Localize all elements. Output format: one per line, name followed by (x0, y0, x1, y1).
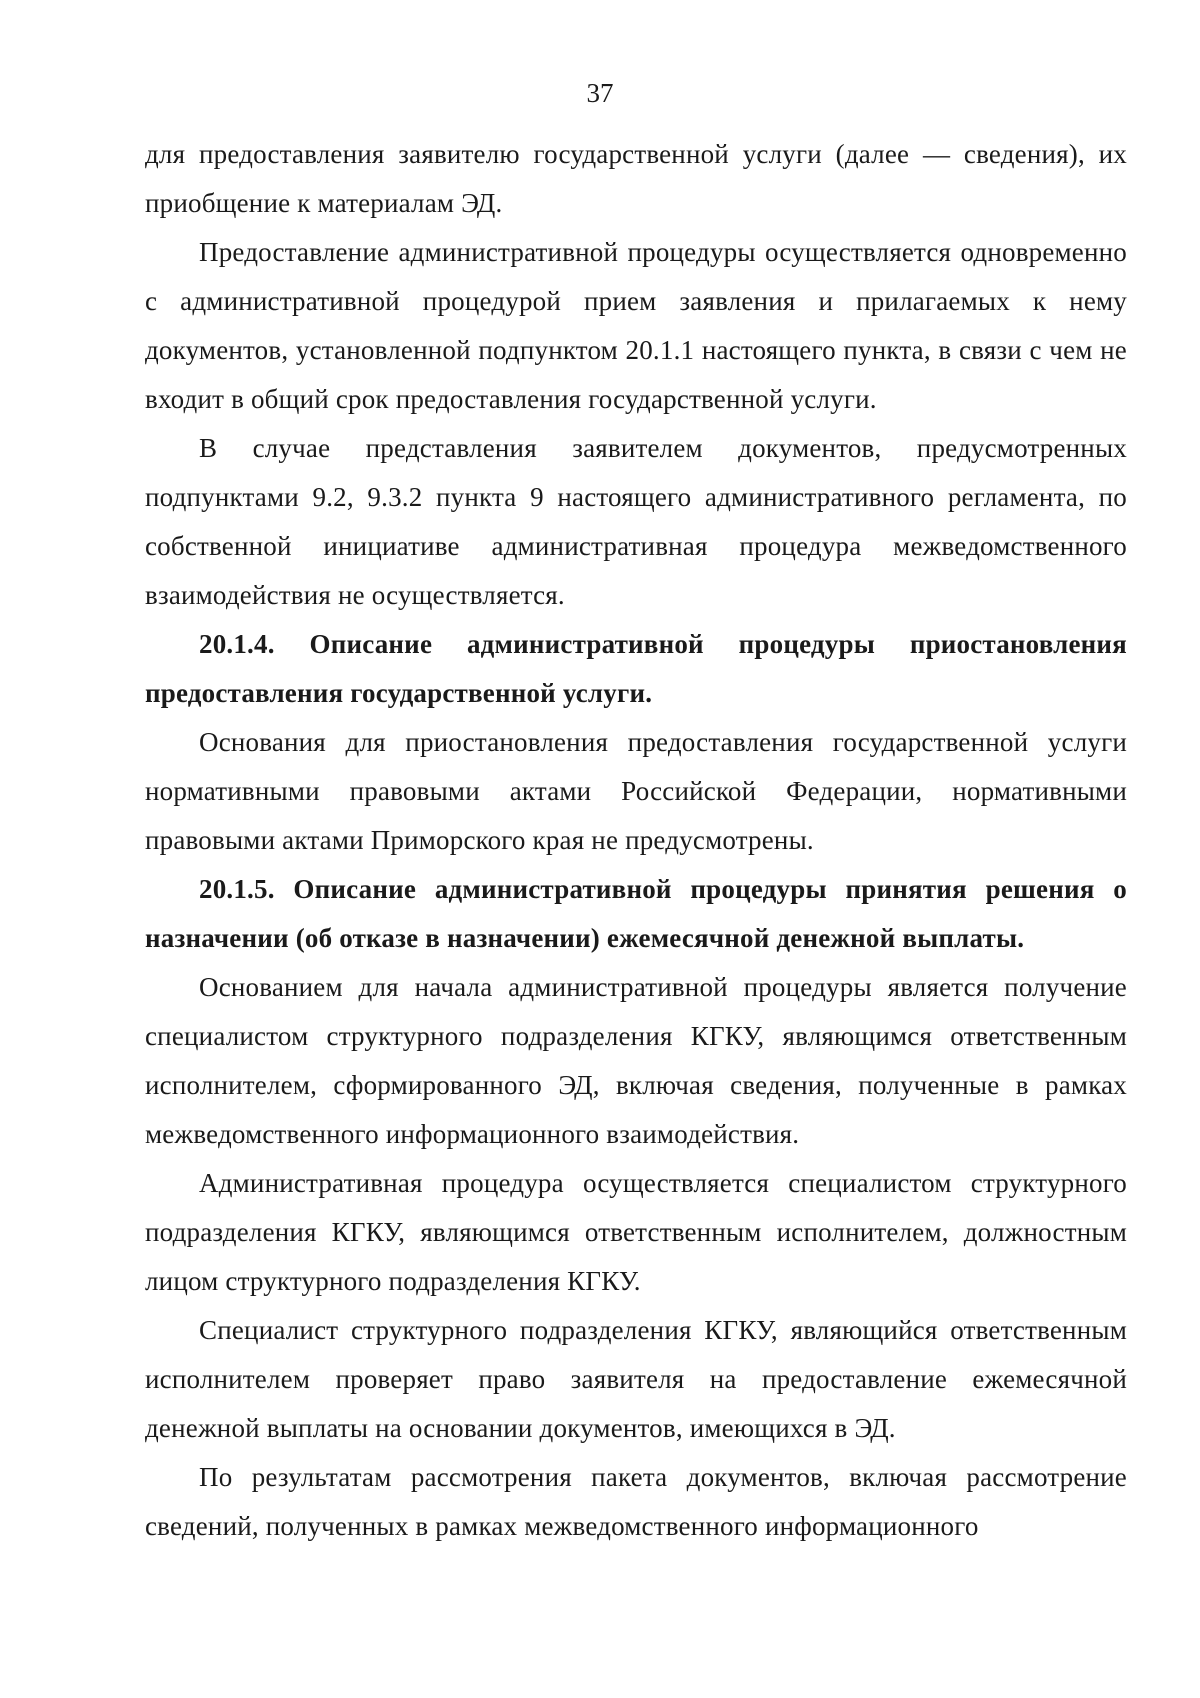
paragraph-continues-next-page: По результатам рассмотрения пакета документов, включая рассмотрение сведений, полученных в рамках межведомственного информационного (145, 1462, 1127, 1541)
paragraph: Специалист структурного подразделения КГКУ, являющийся ответственным исполнителем проверяет право заявителя на предоставление ежемесячной денежной выплаты на основании документов, имеющихся в ЭД. (145, 1315, 1127, 1443)
paragraph: Административная процедура осуществляется специалистом структурного подразделения КГКУ, являющимся ответственным исполнителем, должностным лицом структурного подразделения КГКУ. (145, 1168, 1127, 1296)
section-heading-20-1-5: 20.1.5. Описание административной процедуры принятия решения о назначении (об отказе в назначении) ежемесячной денежной выплаты. (145, 874, 1127, 953)
paragraph: В случае представления заявителем документов, предусмотренных подпунктами 9.2, 9.3.2 пункта 9 настоящего административного регламента, по собственной инициативе административная процедура межведомственного взаимодействия не осуществляется. (145, 433, 1127, 610)
paragraph: Предоставление административной процедуры осуществляется одновременно с административной процедурой прием заявления и прилагаемых к нему документов, установленной подпунктом 20.1.1 настоящего пункта, в связи с чем не входит в общий срок предоставления государственной услуги. (145, 237, 1127, 414)
paragraph: Основания для приостановления предоставления государственной услуги нормативными правовыми актами Российской Федерации, нормативными правовыми актами Приморского края не предусмотрены. (145, 727, 1127, 855)
paragraph-continuation: для предоставления заявителю государственной услуги (далее — сведения), их приобщение к материалам ЭД. (145, 139, 1127, 218)
section-heading-20-1-4: 20.1.4. Описание административной процедуры приостановления предоставления государственной услуги. (145, 629, 1127, 708)
page-number: 37 (586, 78, 614, 108)
document-body (145, 130, 1127, 1551)
paragraph: Основанием для начала административной процедуры является получение специалистом структурного подразделения КГКУ, являющимся ответственным исполнителем, сформированного ЭД, включая сведения, полученные в рамках межведомственного информационного взаимодействия. (145, 972, 1127, 1149)
